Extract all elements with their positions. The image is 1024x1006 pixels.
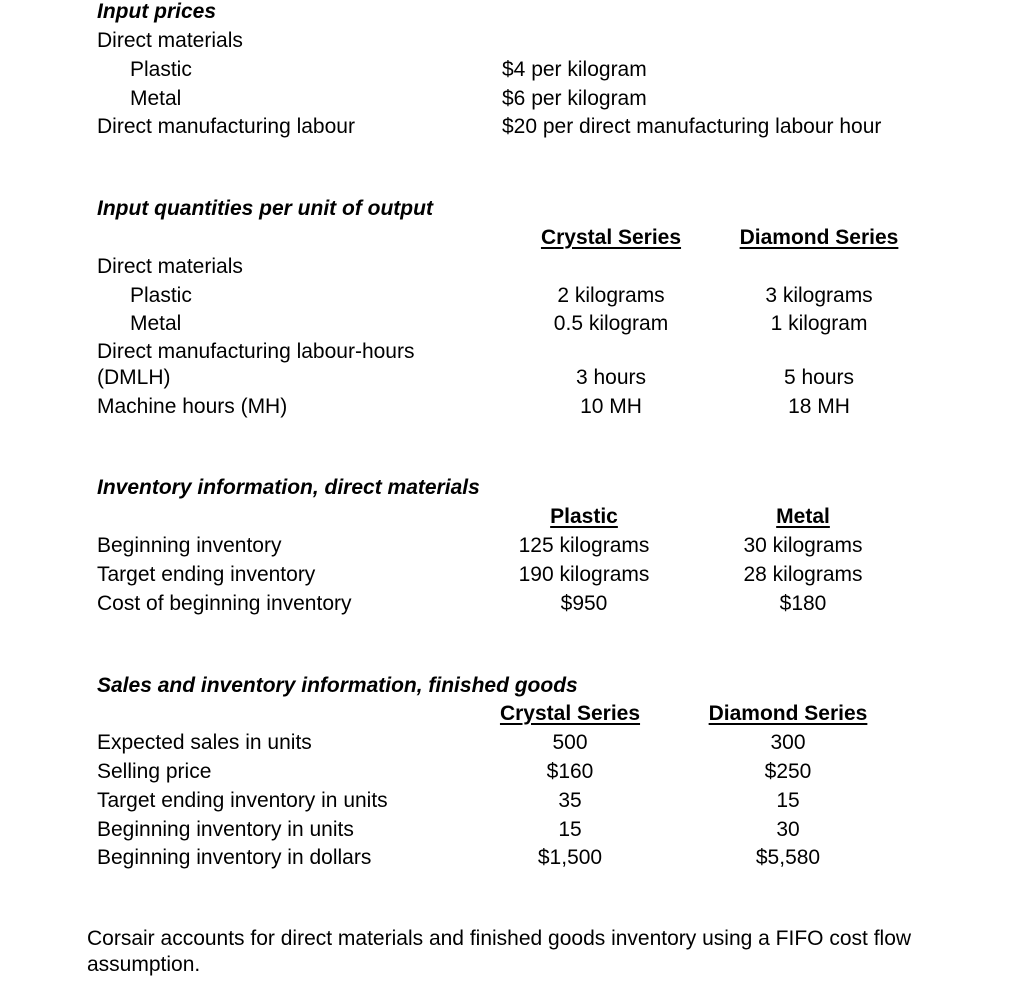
label-plastic-2: Plastic — [130, 284, 192, 307]
crystal-mh: 10 MH — [580, 395, 642, 418]
crystal-price: $160 — [546, 760, 594, 783]
input-quantities-heading: Input quantities per unit of output — [97, 197, 433, 220]
col-crystal-series: Crystal Series — [540, 226, 682, 249]
label-direct-materials-2: Direct materials — [97, 255, 243, 278]
diamond-begin-units: 30 — [776, 818, 800, 841]
metal-price: $6 per kilogram — [502, 87, 647, 110]
label-target-ending-units: Target ending inventory in units — [97, 789, 388, 812]
crystal-sales: 500 — [552, 731, 588, 754]
diamond-price: $250 — [764, 760, 812, 783]
crystal-plastic-qty: 2 kilograms — [557, 284, 665, 307]
label-cost-beginning-inventory: Cost of beginning inventory — [97, 592, 352, 615]
diamond-target: 15 — [776, 789, 800, 812]
label-dmlh-line1: Direct manufacturing labour-hours — [97, 340, 415, 363]
materials-inventory-heading: Inventory information, direct materials — [97, 476, 480, 499]
label-expected-sales: Expected sales in units — [97, 731, 312, 754]
label-plastic: Plastic — [130, 58, 192, 81]
diamond-plastic-qty: 3 kilograms — [765, 284, 873, 307]
crystal-begin-dollars: $1,500 — [537, 846, 603, 869]
metal-beginning: 30 kilograms — [743, 534, 863, 557]
label-selling-price: Selling price — [97, 760, 212, 783]
label-labour: Direct manufacturing labour — [97, 115, 355, 138]
crystal-metal-qty: 0.5 kilogram — [553, 312, 669, 335]
crystal-begin-units: 15 — [558, 818, 582, 841]
metal-cost: $180 — [779, 592, 827, 615]
label-metal-2: Metal — [130, 312, 182, 335]
footnote: Corsair accounts for direct materials and finished goods inventory using a FIFO cost flow assumption. — [87, 927, 912, 976]
col-diamond-series-2: Diamond Series — [708, 702, 868, 725]
diamond-begin-dollars: $5,580 — [755, 846, 821, 869]
finished-goods-heading: Sales and inventory information, finished goods — [97, 674, 578, 697]
plastic-beginning: 125 kilograms — [518, 534, 650, 557]
label-machine-hours: Machine hours (MH) — [97, 395, 288, 418]
crystal-dmlh: 3 hours — [575, 366, 647, 389]
label-beginning-inventory: Beginning inventory — [97, 534, 282, 557]
col-crystal-series-2: Crystal Series — [499, 702, 641, 725]
diamond-dmlh: 5 hours — [783, 366, 855, 389]
label-dmlh-line2: (DMLH) — [97, 366, 171, 389]
labour-price: $20 per direct manufacturing labour hour — [502, 115, 882, 138]
diamond-metal-qty: 1 kilogram — [770, 312, 868, 335]
plastic-target-ending: 190 kilograms — [518, 563, 650, 586]
label-target-ending-inventory: Target ending inventory — [97, 563, 316, 586]
diamond-sales: 300 — [770, 731, 806, 754]
label-direct-materials: Direct materials — [97, 29, 243, 52]
label-metal: Metal — [130, 87, 182, 110]
label-beginning-dollars: Beginning inventory in dollars — [97, 846, 372, 869]
plastic-cost: $950 — [560, 592, 608, 615]
input-prices-heading: Input prices — [97, 0, 217, 23]
col-metal: Metal — [776, 505, 830, 528]
col-plastic: Plastic — [550, 505, 618, 528]
crystal-target: 35 — [558, 789, 582, 812]
metal-target-ending: 28 kilograms — [743, 563, 863, 586]
plastic-price: $4 per kilogram — [502, 58, 647, 81]
label-beginning-units: Beginning inventory in units — [97, 818, 354, 841]
col-diamond-series: Diamond Series — [739, 226, 899, 249]
diamond-mh: 18 MH — [788, 395, 850, 418]
